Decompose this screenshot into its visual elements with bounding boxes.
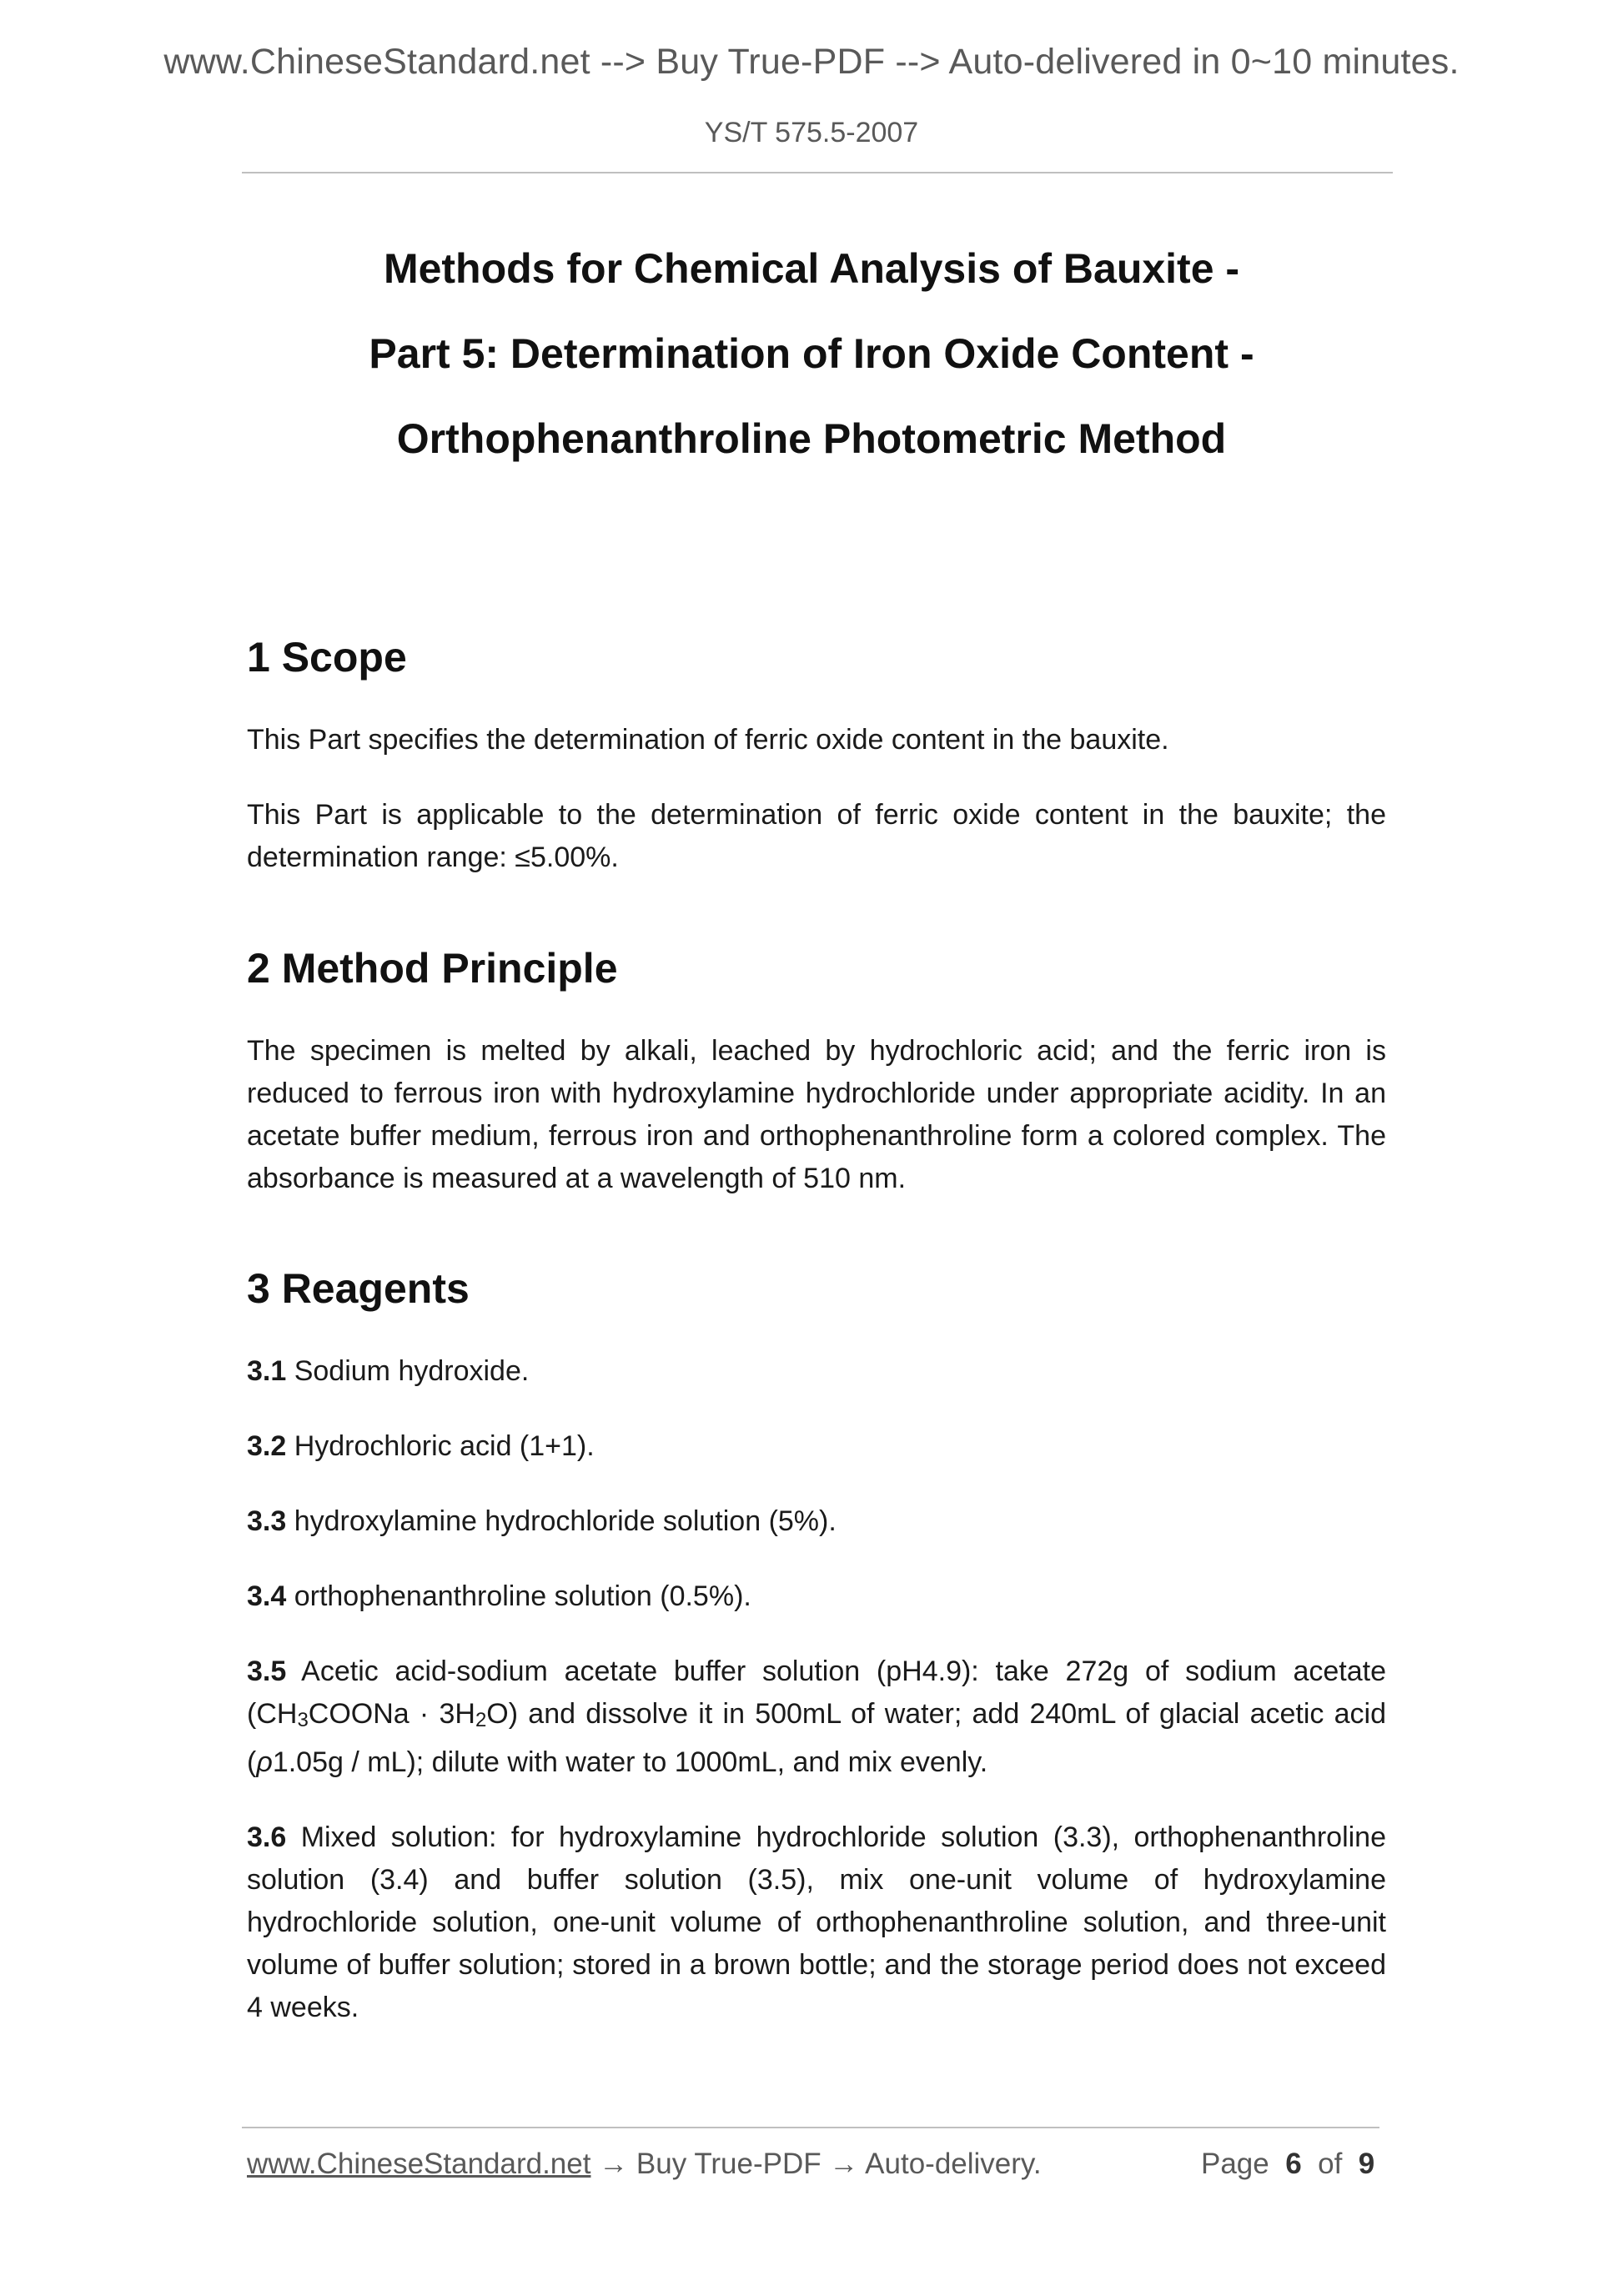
- section-heading-principle: 2 Method Principle: [247, 945, 618, 992]
- reagent-item: [247, 1816, 1386, 2029]
- page-indicator: [1201, 2148, 1374, 2181]
- reagent-number: 3.6: [247, 1821, 287, 1853]
- footer-promo-text: → Buy True-PDF → Auto-delivery.: [590, 2148, 1042, 2180]
- reagent-text: COONa · 3H: [308, 1698, 475, 1730]
- section-heading-scope: 1 Scope: [247, 634, 407, 681]
- title-line-2: Part 5: Determination of Iron Oxide Content -: [369, 330, 1254, 377]
- reagent-item: [247, 1425, 1386, 1468]
- reagent-item: [247, 1350, 1386, 1393]
- title-line-3: Orthophenanthroline Photometric Method: [396, 415, 1227, 462]
- document-body: [247, 624, 1386, 2029]
- page-number: 6: [1285, 2148, 1302, 2180]
- page-label: Page: [1201, 2148, 1269, 2180]
- footer-promo: [247, 2148, 1042, 2181]
- reagent-text: Hydrochloric acid (1+1).: [286, 1430, 595, 1462]
- reagent-text: orthophenanthroline solution (0.5%).: [286, 1580, 751, 1612]
- page-of-label: of: [1318, 2148, 1343, 2180]
- reagent-text: Sodium hydroxide.: [286, 1355, 530, 1387]
- document-title: [0, 235, 1623, 490]
- scope-paragraph-1: This Part specifies the determination of ferric oxide content in the bauxite.: [247, 724, 1169, 756]
- website-link[interactable]: www.ChineseStandard.net: [247, 2148, 591, 2180]
- page-total: 9: [1358, 2148, 1375, 2180]
- reagent-number: 3.3: [247, 1505, 287, 1537]
- footer-divider: [242, 2127, 1379, 2128]
- document-code: YS/T 575.5-2007: [704, 117, 919, 148]
- reagent-item: [247, 1500, 1386, 1543]
- section-heading-reagents: 3 Reagents: [247, 1265, 470, 1312]
- reagent-number: 3.2: [247, 1430, 287, 1462]
- reagent-text: 1.05g / mL); dilute with water to 1000mL, and mix evenly.: [272, 1746, 988, 1778]
- reagent-item: [247, 1575, 1386, 1618]
- scope-paragraph-2: This Part is applicable to the determination of ferric oxide content in the bauxite; the determination range: ≤5.00%.: [247, 799, 1386, 873]
- subscript: 2: [475, 1709, 487, 1731]
- reagent-text: Acetic acid-sodium acetate buffer solution (pH4.9): take 272g of sodium acetate (CH: [247, 1655, 1386, 1730]
- reagent-number: 3.4: [247, 1580, 287, 1612]
- header-divider: [242, 172, 1393, 173]
- subscript: 3: [297, 1709, 309, 1731]
- density-symbol: ρ: [256, 1746, 273, 1778]
- reagent-text: hydroxylamine hydrochloride solution (5%).: [286, 1505, 837, 1537]
- reagent-text: Mixed solution: for hydroxylamine hydrochloride solution (3.3), orthophenanthroline solution (3.4) and buffer solution (3.5), mix one-unit volume of hydroxylamine hydrochloride solution, one-unit volume of orthophenanthroline solution, and three-unit volume of buffer solution; stored in a brown bottle; and the storage period does not exceed 4 weeks.: [247, 1821, 1386, 2023]
- reagent-text: O) and dissolve it in 500mL of water; add 240mL of glacial acetic acid (: [247, 1698, 1386, 1778]
- top-banner: www.ChineseStandard.net --> Buy True-PDF --> Auto-delivered in 0~10 minutes.: [163, 42, 1460, 82]
- title-line-1: Methods for Chemical Analysis of Bauxite -: [383, 245, 1240, 292]
- principle-paragraph: The specimen is melted by alkali, leached by hydrochloric acid; and the ferric iron is reduced to ferrous iron with hydroxylamine hydrochloride under appropriate acidity. In an acetate buffer medium, ferrous iron and orthophenanthroline form a colored complex. The absorbance is measured at a wavelength of 510 nm.: [247, 1035, 1386, 1194]
- reagent-number: 3.1: [247, 1355, 287, 1387]
- reagent-number: 3.5: [247, 1655, 287, 1687]
- reagent-item: [247, 1650, 1386, 1784]
